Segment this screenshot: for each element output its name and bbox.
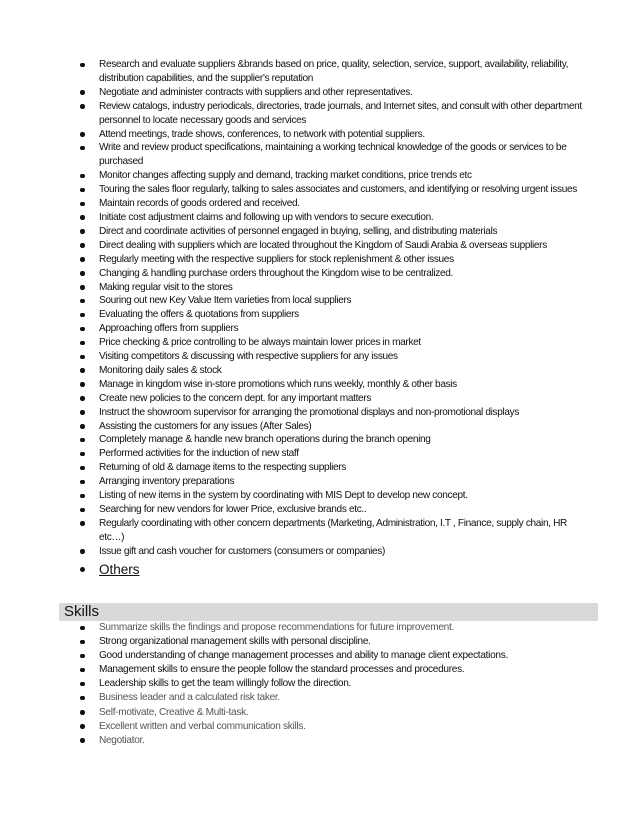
bullet-icon xyxy=(80,466,85,471)
duties-list xyxy=(80,58,592,580)
duty-text: Making regular visit to the stores xyxy=(99,281,233,293)
duty-text: Approaching offers from suppliers xyxy=(99,323,239,335)
duty-text: Visiting competitors & discussing with respective suppliers for any issues xyxy=(99,351,398,363)
skill-text: Leadership skills to get the team willingly follow the direction. xyxy=(99,678,352,690)
duty-text: Price checking & price controlling to be always maintain lower prices in market xyxy=(99,337,421,349)
duty-item xyxy=(80,489,592,503)
duty-text: Regularly meeting with the respective suppliers for stock replenishment & other issues xyxy=(99,253,454,265)
duty-item xyxy=(80,239,592,253)
duty-text: Touring the sales floor regularly, talking to sales associates and customers, and identifying or resolving urgent issues xyxy=(99,184,577,196)
duty-text: Searching for new vendors for lower Price, exclusive brands etc.. xyxy=(99,504,367,515)
duty-item xyxy=(80,141,592,169)
duty-item xyxy=(80,364,592,378)
duty-text: Negotiate and administer contracts with suppliers and other representatives. xyxy=(99,86,413,98)
bullet-icon xyxy=(80,382,85,387)
duty-item xyxy=(80,183,592,197)
duty-item xyxy=(80,197,592,211)
bullet-icon xyxy=(80,257,85,262)
bullet-icon xyxy=(80,215,85,220)
bullet-icon xyxy=(80,410,85,415)
duty-text: Monitor changes affecting supply and demand, tracking market conditions, price trends etc xyxy=(99,170,472,182)
skills-title: Skills xyxy=(64,603,100,620)
duty-item xyxy=(80,211,592,225)
bullet-icon xyxy=(80,313,85,318)
duty-item xyxy=(80,447,592,461)
bullet-icon xyxy=(80,104,85,109)
bullet-icon xyxy=(80,567,85,572)
duty-text: Returning of old & damage items to the respecting suppliers xyxy=(99,462,346,474)
duty-item xyxy=(80,281,592,295)
bullet-icon xyxy=(80,229,85,234)
duty-item xyxy=(80,58,592,86)
bullet-icon xyxy=(80,271,85,276)
bullet-icon xyxy=(80,710,85,715)
skill-text: Management skills to ensure the people follow the standard processes and procedures. xyxy=(99,664,465,676)
duty-text: Write and review product specifications, maintaining a working technical knowledge of the goods or services to be purchased xyxy=(99,142,567,168)
others-label: Others xyxy=(99,561,140,577)
duty-text: Arranging inventory preparations xyxy=(99,476,235,488)
duty-item xyxy=(80,406,592,420)
skill-item xyxy=(80,677,592,691)
duty-item xyxy=(80,475,592,489)
bullet-icon xyxy=(80,508,85,513)
duty-item xyxy=(80,392,592,406)
bullet-icon xyxy=(80,640,85,645)
duty-item xyxy=(80,308,592,322)
skill-text: Negotiator. xyxy=(99,734,145,746)
bullet-icon xyxy=(80,327,85,332)
duty-text: Evaluating the offers & quotations from suppliers xyxy=(99,309,299,321)
bullet-icon xyxy=(80,626,85,631)
duty-item xyxy=(80,350,592,364)
bullet-icon xyxy=(80,285,85,290)
skill-item xyxy=(80,720,592,734)
duty-text: Initiate cost adjustment claims and following up with vendors to secure execution. xyxy=(99,211,434,223)
skill-item xyxy=(80,706,592,720)
duty-text: Maintain records of goods ordered and received. xyxy=(99,198,300,210)
duty-text: Direct and coordinate activities of personnel engaged in buying, selling, and distributing materials xyxy=(99,225,498,237)
bullet-icon xyxy=(80,438,85,443)
duty-text: Completely manage & handle new branch operations during the branch opening xyxy=(99,434,431,446)
duty-item xyxy=(80,169,592,183)
duty-item xyxy=(80,100,592,128)
duty-text: Listing of new items in the system by coordinating with MIS Dept to develop new concept. xyxy=(99,490,468,502)
bullet-icon xyxy=(80,243,85,248)
duty-item xyxy=(80,503,592,517)
duty-item xyxy=(80,378,592,392)
duty-item xyxy=(80,86,592,100)
skill-item xyxy=(80,621,592,635)
duty-item xyxy=(80,128,592,142)
duty-text: Create new policies to the concern dept. for any important matters xyxy=(99,392,372,404)
duty-text: Manage in kingdom wise in-store promotions which runs weekly, monthly & other basis xyxy=(99,378,457,390)
skill-item xyxy=(80,734,592,748)
duty-text: Instruct the showroom supervisor for arranging the promotional displays and non-promotional displays xyxy=(99,406,520,418)
duty-text: Assisting the customers for any issues (After Sales) xyxy=(99,420,312,432)
bullet-icon xyxy=(80,299,85,304)
bullet-icon xyxy=(80,424,85,429)
bullet-icon xyxy=(80,480,85,485)
skill-item xyxy=(80,691,592,705)
bullet-icon xyxy=(80,724,85,729)
bullet-icon xyxy=(80,494,85,499)
duty-item xyxy=(80,225,592,239)
bullet-icon xyxy=(80,174,85,179)
bullet-icon xyxy=(80,654,85,659)
duty-item xyxy=(80,433,592,447)
bullet-icon xyxy=(80,738,85,743)
duty-text: Issue gift and cash voucher for customers (consumers or companies) xyxy=(99,545,386,557)
bullet-icon xyxy=(80,90,85,95)
skill-text: Good understanding of change management processes and ability to manage client expectations. xyxy=(99,650,508,662)
duty-text: Direct dealing with suppliers which are located throughout the Kingdom of Saudi Arabia & overseas suppliers xyxy=(99,239,547,251)
duty-text: Souring out new Key Value Item varieties from local suppliers xyxy=(99,295,352,307)
duty-item xyxy=(80,420,592,434)
bullet-icon xyxy=(80,355,85,360)
duty-text: Monitoring daily sales & stock xyxy=(99,364,222,376)
skill-item xyxy=(80,663,592,677)
skill-text: Strong organizational management skills with personal discipline. xyxy=(99,636,371,648)
duty-item xyxy=(80,461,592,475)
skill-text: Excellent written and verbal communication skills. xyxy=(99,720,306,732)
bullet-icon xyxy=(80,202,85,207)
bullet-icon xyxy=(80,668,85,673)
bullet-icon xyxy=(80,341,85,346)
bullet-icon xyxy=(80,549,85,554)
bullet-icon xyxy=(80,368,85,373)
skill-item xyxy=(80,635,592,649)
duty-text: Performed activities for the induction of new staff xyxy=(99,448,299,460)
bullet-icon xyxy=(80,132,85,137)
duty-text: Research and evaluate suppliers &brands based on price, quality, selection, service, support, availability, reliability, distribution capabilities, and the supplier's reputation xyxy=(99,59,569,84)
bullet-icon xyxy=(80,452,85,457)
skill-text: Business leader and a calculated risk taker. xyxy=(99,692,280,704)
others-item xyxy=(80,560,592,580)
bullet-icon xyxy=(80,682,85,687)
duty-text: Regularly coordinating with other concern departments (Marketing, Administration, I.T , Finance, supply chain, HR etc…) xyxy=(99,517,567,543)
duty-item xyxy=(80,517,592,545)
duty-item xyxy=(80,253,592,267)
duty-text: Changing & handling purchase orders throughout the Kingdom wise to be centralized. xyxy=(99,267,453,279)
bullet-icon xyxy=(80,188,85,193)
duty-item xyxy=(80,545,592,559)
duty-item xyxy=(80,294,592,308)
bullet-icon xyxy=(80,146,85,151)
bullet-icon xyxy=(80,396,85,401)
duty-item xyxy=(80,336,592,350)
bullet-icon xyxy=(80,63,85,68)
skill-text: Summarize skills the findings and propose recommendations for future improvement. xyxy=(99,622,454,633)
duty-text: Attend meetings, trade shows, conferences, to network with potential suppliers. xyxy=(99,128,425,140)
skills-section-header xyxy=(59,603,598,621)
bullet-icon xyxy=(80,521,85,526)
duty-item xyxy=(80,322,592,336)
skills-list xyxy=(80,621,592,748)
skill-item xyxy=(80,649,592,663)
bullet-icon xyxy=(80,696,85,701)
duty-text: Review catalogs, industry periodicals, directories, trade journals, and Internet sites, and consult with other department personnel to locate necessary goods and services xyxy=(99,100,582,126)
duty-item xyxy=(80,267,592,281)
skill-text: Self-motivate, Creative & Multi-task. xyxy=(99,706,249,718)
